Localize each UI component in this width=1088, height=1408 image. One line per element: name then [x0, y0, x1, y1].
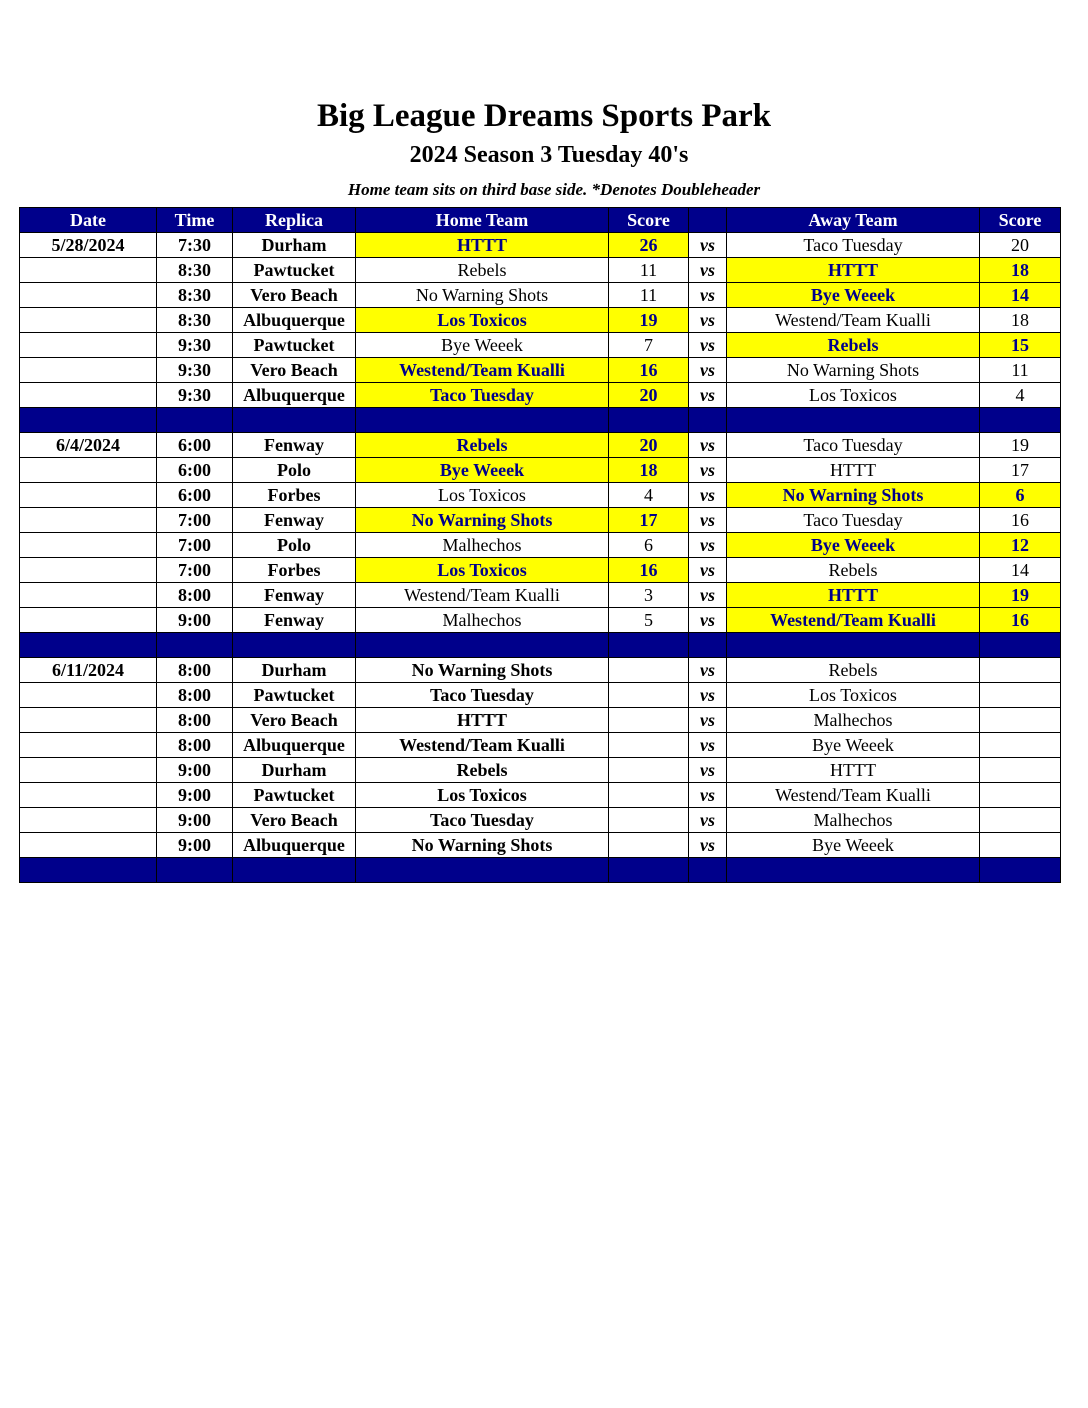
- doubleheader-note: Home team sits on third base side. *Denotes Doubleheader: [347, 180, 761, 199]
- away-team-cell: HTTT: [727, 458, 980, 483]
- date-cell: 5/28/2024: [20, 233, 157, 258]
- home-score-cell: [609, 683, 689, 708]
- time-cell: 7:00: [157, 533, 233, 558]
- home-team-cell: Rebels: [356, 433, 609, 458]
- field-cell: Fenway: [233, 433, 356, 458]
- vs-cell: vs: [689, 733, 727, 758]
- away-score-cell: 19: [980, 433, 1061, 458]
- home-score-cell: 5: [609, 608, 689, 633]
- home-score-cell: 17: [609, 508, 689, 533]
- away-team-cell: Westend/Team Kualli: [727, 783, 980, 808]
- table-row: [20, 333, 1061, 358]
- separator-cell: [689, 408, 727, 433]
- table-row: [20, 458, 1061, 483]
- col-header-date: Date: [20, 208, 157, 233]
- home-score-cell: 16: [609, 558, 689, 583]
- separator-cell: [980, 408, 1061, 433]
- separator-cell: [233, 858, 356, 883]
- vs-cell: vs: [689, 783, 727, 808]
- table-row: [20, 583, 1061, 608]
- vs-cell: vs: [689, 808, 727, 833]
- table-row: [20, 833, 1061, 858]
- field-cell: Albuquerque: [233, 733, 356, 758]
- separator-cell: [980, 858, 1061, 883]
- time-cell: 8:00: [157, 708, 233, 733]
- separator-cell: [20, 408, 157, 433]
- away-team-cell: HTTT: [727, 758, 980, 783]
- time-cell: 6:00: [157, 458, 233, 483]
- time-cell: 6:00: [157, 433, 233, 458]
- field-cell: Pawtucket: [233, 783, 356, 808]
- vs-cell: vs: [689, 433, 727, 458]
- table-row: [20, 783, 1061, 808]
- date-cell: [20, 683, 157, 708]
- separator-cell: [727, 408, 980, 433]
- home-team-cell: No Warning Shots: [356, 283, 609, 308]
- separator-cell: [233, 408, 356, 433]
- header-row: [20, 208, 1061, 233]
- time-cell: 8:00: [157, 583, 233, 608]
- time-cell: 9:00: [157, 808, 233, 833]
- table-row: [20, 258, 1061, 283]
- home-team-cell: Los Toxicos: [356, 783, 609, 808]
- away-team-cell: Bye Weeek: [727, 283, 980, 308]
- field-cell: Polo: [233, 458, 356, 483]
- home-team-cell: No Warning Shots: [356, 508, 609, 533]
- table-row: [20, 658, 1061, 683]
- time-cell: 7:00: [157, 508, 233, 533]
- date-cell: [20, 458, 157, 483]
- time-cell: 8:30: [157, 308, 233, 333]
- table-row: [20, 683, 1061, 708]
- time-cell: 8:00: [157, 733, 233, 758]
- home-team-cell: Taco Tuesday: [356, 683, 609, 708]
- vs-cell: vs: [689, 608, 727, 633]
- away-score-cell: 17: [980, 458, 1061, 483]
- col-header-away-team: Away Team: [727, 208, 980, 233]
- table-row: [20, 758, 1061, 783]
- away-score-cell: 18: [980, 258, 1061, 283]
- time-cell: 7:00: [157, 558, 233, 583]
- time-cell: 9:00: [157, 783, 233, 808]
- table-row: [20, 558, 1061, 583]
- table-row: [20, 533, 1061, 558]
- date-cell: [20, 733, 157, 758]
- page-subtitle: 2024 Season 3 Tuesday 40's: [409, 142, 689, 168]
- field-cell: Fenway: [233, 608, 356, 633]
- field-cell: Vero Beach: [233, 358, 356, 383]
- away-score-cell: [980, 708, 1061, 733]
- away-team-cell: HTTT: [727, 258, 980, 283]
- time-cell: 9:30: [157, 383, 233, 408]
- home-team-cell: Los Toxicos: [356, 483, 609, 508]
- table-row: [20, 608, 1061, 633]
- home-score-cell: [609, 658, 689, 683]
- home-score-cell: 20: [609, 433, 689, 458]
- field-cell: Forbes: [233, 558, 356, 583]
- away-score-cell: 14: [980, 558, 1061, 583]
- away-score-cell: 12: [980, 533, 1061, 558]
- field-cell: Vero Beach: [233, 808, 356, 833]
- away-team-cell: Los Toxicos: [727, 683, 980, 708]
- vs-cell: vs: [689, 233, 727, 258]
- date-cell: [20, 508, 157, 533]
- separator-cell: [727, 633, 980, 658]
- date-cell: [20, 608, 157, 633]
- vs-cell: vs: [689, 383, 727, 408]
- vs-cell: vs: [689, 708, 727, 733]
- time-cell: 9:00: [157, 608, 233, 633]
- col-header-replica: Replica: [233, 208, 356, 233]
- table-row: [20, 808, 1061, 833]
- field-cell: Durham: [233, 233, 356, 258]
- home-score-cell: 18: [609, 458, 689, 483]
- home-score-cell: 19: [609, 308, 689, 333]
- field-cell: Fenway: [233, 508, 356, 533]
- separator-cell: [356, 633, 609, 658]
- vs-cell: vs: [689, 833, 727, 858]
- away-team-cell: Rebels: [727, 333, 980, 358]
- time-cell: 9:30: [157, 333, 233, 358]
- time-cell: 8:30: [157, 283, 233, 308]
- separator-cell: [356, 858, 609, 883]
- home-score-cell: 11: [609, 258, 689, 283]
- table-row: [20, 308, 1061, 333]
- away-score-cell: [980, 683, 1061, 708]
- vs-cell: vs: [689, 683, 727, 708]
- home-score-cell: 11: [609, 283, 689, 308]
- home-team-cell: Westend/Team Kualli: [356, 358, 609, 383]
- vs-cell: vs: [689, 458, 727, 483]
- separator-cell: [609, 408, 689, 433]
- home-score-cell: [609, 708, 689, 733]
- field-cell: Polo: [233, 533, 356, 558]
- table-row: [20, 358, 1061, 383]
- vs-cell: vs: [689, 333, 727, 358]
- field-cell: Vero Beach: [233, 283, 356, 308]
- home-team-cell: Los Toxicos: [356, 308, 609, 333]
- field-cell: Albuquerque: [233, 833, 356, 858]
- separator-cell: [689, 633, 727, 658]
- vs-cell: vs: [689, 508, 727, 533]
- away-team-cell: Taco Tuesday: [727, 508, 980, 533]
- away-team-cell: Westend/Team Kualli: [727, 308, 980, 333]
- away-score-cell: [980, 833, 1061, 858]
- away-team-cell: Rebels: [727, 558, 980, 583]
- field-cell: Pawtucket: [233, 258, 356, 283]
- table-row: [20, 508, 1061, 533]
- vs-cell: vs: [689, 658, 727, 683]
- separator-cell: [157, 633, 233, 658]
- col-header-home-score: Score: [609, 208, 689, 233]
- home-score-cell: [609, 758, 689, 783]
- away-team-cell: Bye Weeek: [727, 733, 980, 758]
- time-cell: 7:30: [157, 233, 233, 258]
- home-score-cell: 7: [609, 333, 689, 358]
- date-cell: 6/4/2024: [20, 433, 157, 458]
- separator-cell: [689, 858, 727, 883]
- away-team-cell: Malhechos: [727, 708, 980, 733]
- date-cell: [20, 533, 157, 558]
- away-score-cell: 19: [980, 583, 1061, 608]
- away-team-cell: No Warning Shots: [727, 483, 980, 508]
- date-cell: [20, 483, 157, 508]
- home-score-cell: 4: [609, 483, 689, 508]
- home-team-cell: Los Toxicos: [356, 558, 609, 583]
- date-cell: [20, 283, 157, 308]
- vs-cell: vs: [689, 308, 727, 333]
- vs-cell: vs: [689, 283, 727, 308]
- away-team-cell: Rebels: [727, 658, 980, 683]
- away-team-cell: Bye Weeek: [727, 833, 980, 858]
- vs-cell: vs: [689, 558, 727, 583]
- table-row: [20, 733, 1061, 758]
- separator-cell: [980, 633, 1061, 658]
- away-score-cell: 4: [980, 383, 1061, 408]
- home-score-cell: [609, 833, 689, 858]
- home-team-cell: HTTT: [356, 233, 609, 258]
- home-score-cell: 3: [609, 583, 689, 608]
- separator-cell: [609, 858, 689, 883]
- col-header-home-team: Home Team: [356, 208, 609, 233]
- away-team-cell: Malhechos: [727, 808, 980, 833]
- home-team-cell: No Warning Shots: [356, 833, 609, 858]
- date-cell: [20, 383, 157, 408]
- away-score-cell: 20: [980, 233, 1061, 258]
- home-team-cell: Malhechos: [356, 533, 609, 558]
- table-row: [20, 433, 1061, 458]
- away-score-cell: 18: [980, 308, 1061, 333]
- away-score-cell: [980, 733, 1061, 758]
- home-team-cell: Bye Weeek: [356, 458, 609, 483]
- field-cell: Albuquerque: [233, 308, 356, 333]
- home-team-cell: Westend/Team Kualli: [356, 733, 609, 758]
- separator-cell: [20, 858, 157, 883]
- away-score-cell: 15: [980, 333, 1061, 358]
- away-team-cell: Los Toxicos: [727, 383, 980, 408]
- date-cell: [20, 583, 157, 608]
- date-cell: [20, 708, 157, 733]
- home-team-cell: Rebels: [356, 258, 609, 283]
- home-team-cell: Bye Weeek: [356, 333, 609, 358]
- away-team-cell: Taco Tuesday: [727, 233, 980, 258]
- separator-cell: [157, 858, 233, 883]
- vs-cell: vs: [689, 583, 727, 608]
- home-team-cell: Taco Tuesday: [356, 383, 609, 408]
- col-header-away-score: Score: [980, 208, 1061, 233]
- time-cell: 8:30: [157, 258, 233, 283]
- away-team-cell: No Warning Shots: [727, 358, 980, 383]
- time-cell: 8:00: [157, 658, 233, 683]
- vs-cell: vs: [689, 258, 727, 283]
- table-row: [20, 708, 1061, 733]
- week-separator-row: [20, 633, 1061, 658]
- week-separator-row: [20, 408, 1061, 433]
- home-team-cell: Rebels: [356, 758, 609, 783]
- separator-cell: [157, 408, 233, 433]
- vs-cell: vs: [689, 358, 727, 383]
- date-cell: [20, 758, 157, 783]
- away-team-cell: Taco Tuesday: [727, 433, 980, 458]
- schedule-table: [19, 207, 1061, 883]
- home-score-cell: [609, 733, 689, 758]
- table-row: [20, 233, 1061, 258]
- date-cell: [20, 833, 157, 858]
- away-score-cell: [980, 808, 1061, 833]
- separator-cell: [609, 633, 689, 658]
- home-score-cell: 20: [609, 383, 689, 408]
- home-score-cell: [609, 808, 689, 833]
- separator-cell: [20, 633, 157, 658]
- field-cell: Vero Beach: [233, 708, 356, 733]
- away-team-cell: HTTT: [727, 583, 980, 608]
- home-team-cell: Westend/Team Kualli: [356, 583, 609, 608]
- vs-cell: vs: [689, 483, 727, 508]
- away-team-cell: Westend/Team Kualli: [727, 608, 980, 633]
- time-cell: 6:00: [157, 483, 233, 508]
- away-score-cell: 14: [980, 283, 1061, 308]
- vs-cell: vs: [689, 758, 727, 783]
- separator-cell: [727, 858, 980, 883]
- away-score-cell: [980, 758, 1061, 783]
- separator-cell: [233, 633, 356, 658]
- away-score-cell: 16: [980, 608, 1061, 633]
- field-cell: Albuquerque: [233, 383, 356, 408]
- home-score-cell: 16: [609, 358, 689, 383]
- date-cell: [20, 308, 157, 333]
- away-score-cell: [980, 658, 1061, 683]
- field-cell: Durham: [233, 758, 356, 783]
- away-score-cell: [980, 783, 1061, 808]
- home-score-cell: 6: [609, 533, 689, 558]
- home-team-cell: No Warning Shots: [356, 658, 609, 683]
- field-cell: Pawtucket: [233, 683, 356, 708]
- away-score-cell: 6: [980, 483, 1061, 508]
- time-cell: 9:00: [157, 758, 233, 783]
- time-cell: 9:30: [157, 358, 233, 383]
- date-cell: [20, 808, 157, 833]
- field-cell: Pawtucket: [233, 333, 356, 358]
- col-header-time: Time: [157, 208, 233, 233]
- field-cell: Forbes: [233, 483, 356, 508]
- away-score-cell: 11: [980, 358, 1061, 383]
- week-separator-row: [20, 858, 1061, 883]
- separator-cell: [356, 408, 609, 433]
- date-cell: [20, 258, 157, 283]
- time-cell: 9:00: [157, 833, 233, 858]
- away-score-cell: 16: [980, 508, 1061, 533]
- col-header-vs: [689, 208, 727, 233]
- home-team-cell: Malhechos: [356, 608, 609, 633]
- date-cell: [20, 558, 157, 583]
- table-row: [20, 283, 1061, 308]
- page-title: Big League Dreams Sports Park: [316, 98, 772, 134]
- date-cell: [20, 358, 157, 383]
- home-score-cell: 26: [609, 233, 689, 258]
- field-cell: Fenway: [233, 583, 356, 608]
- schedule-body: [20, 233, 1061, 883]
- home-score-cell: [609, 783, 689, 808]
- home-team-cell: HTTT: [356, 708, 609, 733]
- home-team-cell: Taco Tuesday: [356, 808, 609, 833]
- away-team-cell: Bye Weeek: [727, 533, 980, 558]
- field-cell: Durham: [233, 658, 356, 683]
- table-row: [20, 483, 1061, 508]
- date-cell: [20, 783, 157, 808]
- table-row: [20, 383, 1061, 408]
- date-cell: 6/11/2024: [20, 658, 157, 683]
- date-cell: [20, 333, 157, 358]
- vs-cell: vs: [689, 533, 727, 558]
- time-cell: 8:00: [157, 683, 233, 708]
